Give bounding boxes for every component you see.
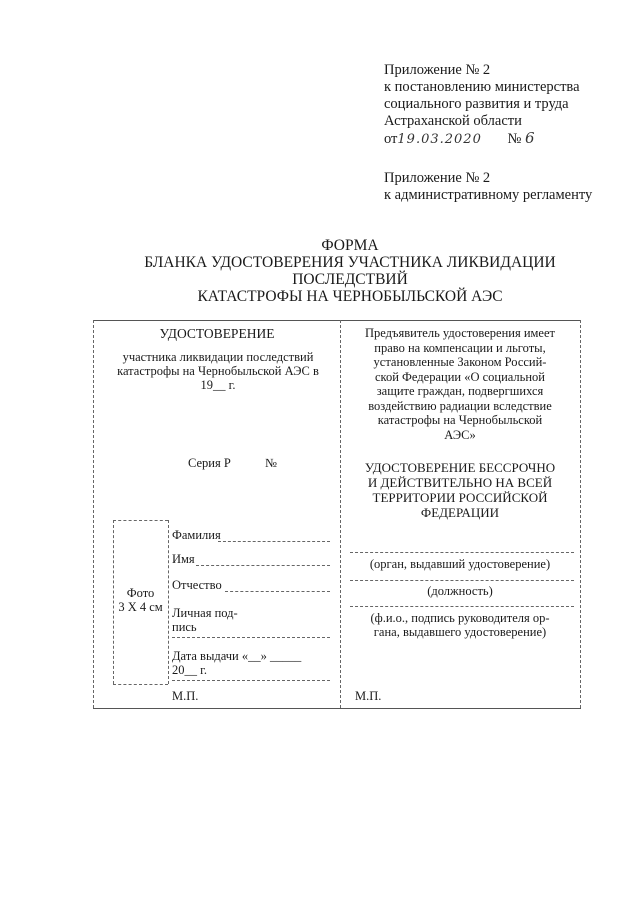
rights-line5: защите граждан, подвергшихся xyxy=(376,384,544,398)
left-subtitle xyxy=(96,350,340,392)
validity-line2: И ДЕЙСТВИТЕЛЬНО НА ВСЕЙ xyxy=(367,475,553,490)
fio-caption xyxy=(344,611,576,639)
left-stamp: М.П. xyxy=(172,689,199,703)
validity-line3: ТЕРРИТОРИИ РОССИЙСКОЙ xyxy=(372,490,548,505)
rights-line7: катастрофы на Чернобыльской xyxy=(377,413,543,427)
frame-bottom-line xyxy=(93,708,581,709)
left-sub-line2: катастрофы на Чернобыльской АЭС в xyxy=(117,364,319,378)
name-label: Имя xyxy=(172,552,195,566)
surname-label: Фамилия xyxy=(172,528,221,542)
rights-line2: право на компенсации и льготы, xyxy=(374,340,546,355)
signature-line2: пись xyxy=(172,620,197,634)
holder-rights-text xyxy=(344,326,576,442)
validity-line1: УДОСТОВЕРЕНИЕ БЕССРОЧНО xyxy=(364,460,556,475)
left-sub-line3: 19__ г. xyxy=(200,378,236,392)
validity-line4: ФЕДЕРАЦИИ xyxy=(420,505,500,520)
rights-line4: ской Федерации «О социальной xyxy=(374,369,545,384)
rights-line3: установленные Законом Россий- xyxy=(373,355,547,369)
rights-line6: воздействию радиации вследствие xyxy=(368,398,552,413)
handwritten-number: 6 xyxy=(524,129,536,147)
annex-1-date-row xyxy=(384,130,580,148)
photo-size: 3 Х 4 см xyxy=(118,600,163,614)
title-line2: БЛАНКА УДОСТОВЕРЕНИЯ УЧАСТНИКА ЛИКВИДАЦИИ xyxy=(144,254,556,271)
photo-label: Фото xyxy=(126,586,155,600)
organ-line xyxy=(350,552,574,553)
photo-placeholder xyxy=(113,586,168,614)
form-title xyxy=(80,237,620,305)
surname-line xyxy=(218,541,330,542)
validity-statement xyxy=(344,460,576,520)
annex-2-line1: Приложение № 2 xyxy=(384,170,491,186)
handwritten-date: 19.03.2020 xyxy=(397,132,482,147)
number-label: № xyxy=(507,131,522,147)
frame-right-line xyxy=(580,320,581,708)
title-line4: КАТАСТРОФЫ НА ЧЕРНОБЫЛЬСКОЙ АЭС xyxy=(197,288,503,305)
position-caption: (должность) xyxy=(427,584,493,598)
title-line3: ПОСЛЕДСТВИЙ xyxy=(292,271,408,288)
annex-2 xyxy=(384,170,592,204)
photo-box-bottom xyxy=(113,684,168,685)
annex-1-line1: Приложение № 2 xyxy=(384,62,491,78)
number-field-label: № xyxy=(265,456,277,470)
name-line xyxy=(196,565,330,566)
fio-line xyxy=(350,606,574,607)
frame-left-line xyxy=(93,320,94,708)
rights-line1: Предъявитель удостоверения имеет xyxy=(365,326,555,340)
position-line xyxy=(350,580,574,581)
fio-line2: гана, выдавшего удостоверение) xyxy=(373,625,547,639)
frame-top-line xyxy=(93,320,581,321)
series-label: Серия Р xyxy=(188,456,231,470)
photo-box-right xyxy=(168,520,169,684)
signature-line1: Личная под- xyxy=(172,606,238,620)
signature-label xyxy=(172,606,238,634)
left-heading: УДОСТОВЕРЕНИЕ xyxy=(159,326,275,341)
patronymic-label: Отчество xyxy=(172,578,222,592)
patronymic-line xyxy=(225,591,330,592)
issue-date-label xyxy=(172,649,301,677)
annex-1-line2: к постановлению министерства xyxy=(384,79,580,95)
organ-caption: (орган, выдавший удостоверение) xyxy=(369,557,551,571)
left-sub-line1: участника ликвидации последствий xyxy=(122,350,314,364)
annex-2-line2: к административному регламенту xyxy=(384,187,593,203)
issue-date-line xyxy=(172,680,330,681)
title-line1: ФОРМА xyxy=(321,237,379,254)
annex-1-line4: Астраханской области xyxy=(384,113,522,129)
photo-box-top xyxy=(113,520,168,521)
annex-1 xyxy=(384,62,580,148)
rights-line8: АЭС» xyxy=(444,427,476,442)
signature-line xyxy=(172,637,330,638)
frame-middle-line xyxy=(340,320,341,708)
issue-date-line2: 20__ г. xyxy=(172,663,207,677)
issue-date-line1: Дата выдачи «__» _____ xyxy=(172,649,302,663)
date-prefix: от xyxy=(384,131,398,147)
annex-1-line3: социального развития и труда xyxy=(384,96,569,112)
fio-line1: (ф.и.о., подпись руководителя ор- xyxy=(370,611,550,625)
right-stamp: М.П. xyxy=(355,689,382,703)
